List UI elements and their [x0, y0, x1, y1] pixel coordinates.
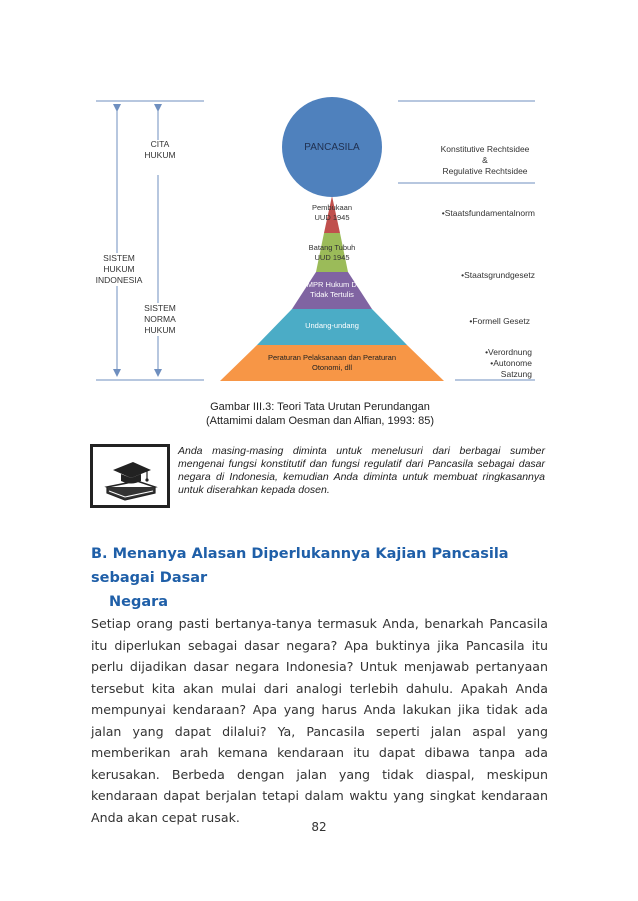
- tap-mpr-label: Tap MPR Hukum Dasar Tidak Tertulis: [292, 280, 372, 299]
- section-marker: B.: [91, 546, 108, 562]
- verordnung-label: •Verordnung •Autonome Satzung: [485, 347, 532, 379]
- pyramid-diagram: [0, 0, 638, 400]
- sistem-norma-hukum-label: SISTEM NORMA HUKUM: [140, 303, 180, 336]
- section-title-line2: Negara: [109, 594, 169, 610]
- sistem-hukum-indonesia-label: SISTEM HUKUM INDONESIA: [88, 253, 150, 286]
- section-title-line1: Menanya Alasan Diperlukannya Kajian Pancasila sebagai Dasar: [91, 546, 509, 586]
- staatsgrundgesetz-label: •Staatsgrundgesetz: [461, 270, 535, 280]
- task-instruction-text: Anda masing-masing diminta untuk menelusuri dari berbagai sumber mengenai fungsi konstitutif dan fungsi regulatif dari Pancasila sebagai dasar negara di Indonesia, kemudian Anda diminta untuk membuat ringkasannya untuk diserahkan kepada dosen.: [178, 445, 545, 496]
- page-number: 82: [311, 820, 327, 834]
- graduation-cap-book-icon: [93, 447, 167, 505]
- section-heading: [91, 542, 561, 614]
- cita-hukum-label: CITA HUKUM: [144, 139, 176, 160]
- diagram-lines: [0, 0, 638, 400]
- peraturan-label: Peraturan Pelaksanaan dan Peraturan Otonomi, dll: [267, 353, 396, 372]
- pancasila-label: PANCASILA: [304, 142, 360, 153]
- pembukaan-label: Pembukaan UUD 1945: [311, 203, 353, 222]
- staatsfundamentalnorm-label: •Staatsfundamentalnorm: [441, 208, 535, 218]
- batang-tubuh-label: Batang Tubuh UUD 1945: [308, 243, 356, 262]
- formell-gesetz-label: •Formell Gesetz: [469, 316, 530, 326]
- konstitutive-label: Konstitutive Rechtsidee & Regulative Rechtsidee: [440, 144, 530, 176]
- figure-caption: Gambar III.3: Teori Tata Urutan Perundangan (Attamimi dalam Oesman dan Alfian, 1993: 85): [205, 401, 435, 427]
- undang-undang-label: Undang-undang: [305, 321, 359, 330]
- task-icon-box: [90, 444, 170, 508]
- body-paragraph: Setiap orang pasti bertanya-tanya termasuk Anda, benarkah Pancasila itu diperlukan sebagai dasar negara? Apa buktinya jika Pancasila itu perlu dijadikan dasar negara Indonesia? Untuk menjawab pertanyaan tersebut kita akan mulai dari analogi terlebih dahulu. Apakah Anda mempunyai kendaraan? Apa yang harus Anda lakukan jika tidak ada jalan yang dapat dilalui? Ya, Pancasila seperti jalan aspal yang memberikan arah kemana kendaraan itu dapat dibawa tanpa ada kerusakan. Berbeda dengan jalan yang tidak diaspal, meskipun kendaraan dapat berjalan tetapi dalam waktu yang singkat kendaraan Anda akan cepat rusak.: [91, 616, 548, 825]
